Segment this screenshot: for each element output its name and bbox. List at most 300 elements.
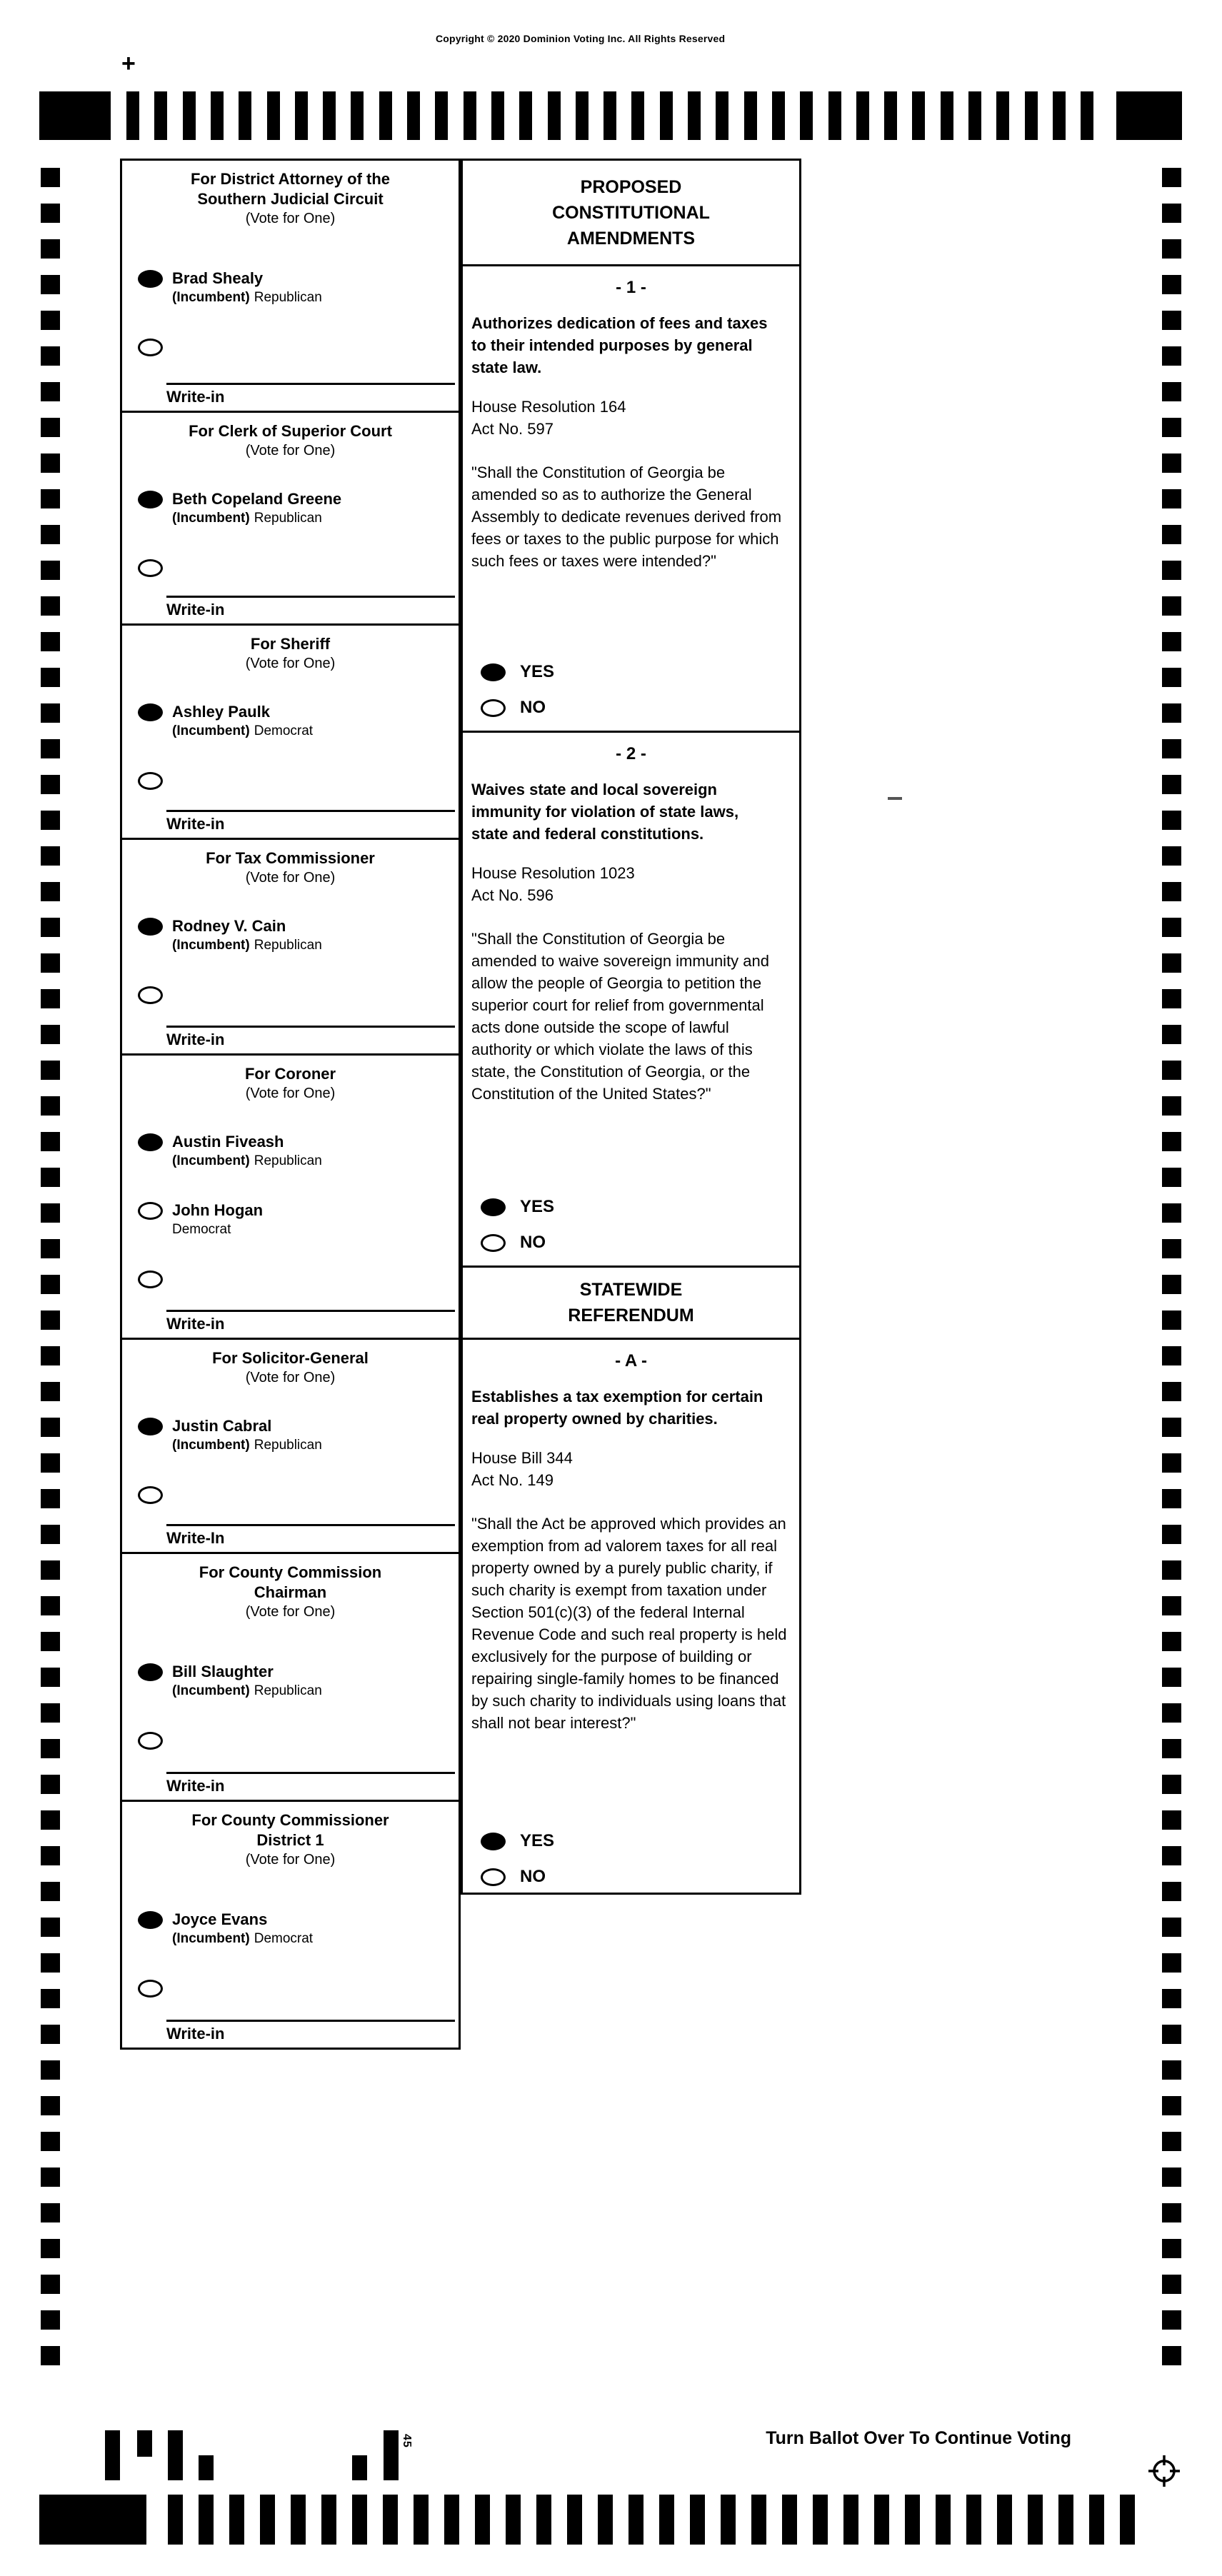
- contest-title-line: For Sheriff: [250, 635, 331, 653]
- timing-mark-bottom: [536, 2495, 551, 2545]
- timing-mark-left: [41, 739, 60, 758]
- contest-title: [122, 421, 459, 441]
- candidate-party: [172, 509, 341, 528]
- vote-for-instruction: (Vote for One): [245, 1370, 336, 1385]
- timing-mark-left: [41, 2346, 60, 2365]
- timing-mark-bottom: [1058, 2495, 1073, 2545]
- timing-mark-top: [660, 91, 673, 140]
- timing-mark-top: [1053, 91, 1066, 140]
- vote-for-instruction: (Vote for One): [245, 211, 336, 226]
- contest-title: [122, 1810, 459, 1850]
- option-yes: [481, 1197, 554, 1217]
- vote-for-instruction: (Vote for One): [245, 1852, 336, 1868]
- party-label: Democrat: [172, 1222, 231, 1237]
- timing-mark-right: [1162, 2346, 1181, 2365]
- incumbent-label: (Incumbent): [172, 1153, 250, 1168]
- timing-mark-left: [41, 846, 60, 866]
- measure-options: [481, 1831, 554, 1887]
- timing-mark-right: [1162, 1346, 1181, 1365]
- measures-header-line: CONSTITUTIONAL: [552, 202, 710, 223]
- timing-mark-left: [41, 561, 60, 580]
- candidate-info: [172, 1200, 263, 1239]
- timing-mark-bottom: [936, 2495, 951, 2545]
- timing-mark-bottom: [414, 2495, 429, 2545]
- candidate-option: [138, 491, 459, 528]
- vote-bubble[interactable]: [138, 1271, 163, 1288]
- candidate-name: Ashley Paulk: [172, 703, 270, 721]
- timing-mark-top: [407, 91, 420, 140]
- candidate-party: [172, 1436, 322, 1455]
- timing-mark-right: [1162, 1382, 1181, 1401]
- contest-title-line: District 1: [256, 1831, 324, 1849]
- write-in-label: Write-In: [166, 1529, 225, 1547]
- registration-plus-mark: +: [121, 50, 136, 77]
- timing-mark-right: [1162, 2310, 1181, 2330]
- timing-mark-top: [912, 91, 925, 140]
- timing-mark-top: [688, 91, 701, 140]
- vote-bubble[interactable]: [138, 339, 163, 356]
- timing-mark-left: [41, 2025, 60, 2044]
- candidate-party: [172, 936, 322, 955]
- timing-mark-right: [1162, 1882, 1181, 1901]
- timing-mark-right: [1162, 2275, 1181, 2294]
- timing-mark-left: [41, 1061, 60, 1080]
- blank-option: [138, 339, 459, 356]
- timing-mark-right: [1162, 953, 1181, 973]
- candidate-name: Joyce Evans: [172, 1910, 268, 1928]
- vote-bubble[interactable]: [138, 1486, 163, 1504]
- write-in-label: Write-in: [166, 601, 225, 618]
- timing-mark-top: [126, 91, 139, 140]
- contest-title: [122, 634, 459, 654]
- stub-number: 45: [401, 2434, 413, 2448]
- timing-mark-right: [1162, 311, 1181, 330]
- candidate-info: [172, 1131, 322, 1171]
- timing-mark-right: [1162, 489, 1181, 508]
- timing-mark-top: [604, 91, 616, 140]
- timing-mark-bottom: [997, 2495, 1012, 2545]
- candidate-option: [138, 1911, 459, 1948]
- party-label: Democrat: [254, 723, 314, 738]
- timing-mark-right: [1162, 1025, 1181, 1044]
- copyright-notice: Copyright © 2020 Dominion Voting Inc. All Rights Reserved: [436, 33, 726, 44]
- option-label: YES: [520, 1197, 555, 1216]
- timing-mark-bottom: [966, 2495, 981, 2545]
- contest-title: [122, 1348, 459, 1368]
- timing-mark-left: [41, 2060, 60, 2080]
- timing-mark-top: [828, 91, 841, 140]
- timing-mark-top: [800, 91, 813, 140]
- candidate-name: John Hogan: [172, 1201, 264, 1219]
- candidate-name: Beth Copeland Greene: [172, 490, 342, 508]
- timing-mark-bottom: [1028, 2495, 1043, 2545]
- vote-for-instruction: (Vote for One): [245, 656, 336, 671]
- vote-bubble[interactable]: [138, 1980, 163, 1998]
- option-no: [481, 1233, 554, 1253]
- timing-mark-right: [1162, 453, 1181, 473]
- timing-mark-right: [1162, 1810, 1181, 1830]
- timing-mark-right: [1162, 1061, 1181, 1080]
- timing-mark-top: [1081, 91, 1093, 140]
- write-in-area[interactable]: [166, 1026, 455, 1049]
- timing-mark-right: [1162, 1632, 1181, 1651]
- incumbent-label: (Incumbent): [172, 511, 250, 526]
- timing-mark-right: [1162, 1775, 1181, 1794]
- timing-mark-left: [41, 1703, 60, 1723]
- timing-mark-right: [1162, 596, 1181, 616]
- candidate-info: [172, 916, 322, 955]
- contest-box: [120, 1552, 461, 1802]
- vote-bubble[interactable]: [138, 1202, 163, 1220]
- write-in-area[interactable]: [166, 596, 455, 619]
- vote-bubble[interactable]: [138, 1133, 163, 1151]
- contest-title-line: For Clerk of Superior Court: [189, 422, 392, 440]
- measures-header: [461, 159, 801, 266]
- measure-box: [461, 264, 801, 733]
- timing-mark-bottom: [659, 2495, 674, 2545]
- timing-mark-left: [41, 1596, 60, 1615]
- timing-mark-left: [41, 918, 60, 937]
- barcode-mark: [384, 2430, 399, 2480]
- timing-mark-top: [941, 91, 953, 140]
- timing-mark-right: [1162, 811, 1181, 830]
- measure-reference: Act No. 149: [471, 1471, 554, 1489]
- timing-mark-left: [41, 1382, 60, 1401]
- timing-mark-bottom: [444, 2495, 459, 2545]
- write-in-area[interactable]: [166, 1524, 455, 1548]
- contest-title-line: Chairman: [254, 1583, 327, 1601]
- timing-mark-left: [41, 1346, 60, 1365]
- measures-header-line: REFERENDUM: [568, 1305, 694, 1325]
- blank-option: [138, 1486, 459, 1504]
- timing-mark-left: [41, 1025, 60, 1044]
- incumbent-label: (Incumbent): [172, 723, 250, 738]
- timing-mark-bottom: [321, 2495, 336, 2545]
- candidate-info: [172, 488, 341, 528]
- write-in-area[interactable]: [166, 1772, 455, 1795]
- option-label: NO: [520, 1233, 546, 1252]
- timing-mark-top: [772, 91, 785, 140]
- timing-mark-bottom: [291, 2495, 306, 2545]
- timing-mark-top: [295, 91, 308, 140]
- turn-ballot-text: Turn Ballot Over To Continue Voting: [766, 2428, 1071, 2448]
- timing-mark-left: [41, 1096, 60, 1116]
- vote-bubble[interactable]: [481, 1234, 506, 1252]
- timing-mark-left: [41, 1418, 60, 1437]
- write-in-label: Write-in: [166, 388, 225, 406]
- vote-bubble[interactable]: [138, 703, 163, 721]
- contest-title: [122, 1064, 459, 1084]
- timing-mark-left: [41, 632, 60, 651]
- barcode-mark: [199, 2455, 214, 2480]
- timing-mark-left: [41, 703, 60, 723]
- blank-option: [138, 986, 459, 1004]
- timing-mark-right: [1162, 1239, 1181, 1258]
- timing-mark-bottom: [874, 2495, 889, 2545]
- timing-mark-bottom: [1120, 2495, 1135, 2545]
- timing-mark-right: [1162, 846, 1181, 866]
- timing-mark-right: [1162, 239, 1181, 259]
- contest-title-line: For Tax Commissioner: [206, 849, 375, 867]
- timing-mark-right: [1162, 1310, 1181, 1330]
- party-label: Republican: [254, 290, 322, 305]
- candidate-info: [172, 268, 322, 307]
- candidate-info: [172, 1909, 313, 1948]
- contest-box: [120, 1800, 461, 2050]
- measure-summary: Authorizes dedication of fees and taxes to their intended purposes by general state law.: [471, 314, 768, 376]
- timing-mark-left: [41, 275, 60, 294]
- write-in-label: Write-in: [166, 1031, 225, 1048]
- timing-mark-right: [1162, 1846, 1181, 1865]
- timing-mark-bottom: [843, 2495, 858, 2545]
- candidate-info: [172, 701, 313, 741]
- timing-mark-left: [41, 668, 60, 687]
- timing-mark-left: [41, 453, 60, 473]
- timing-mark-top: [183, 91, 196, 140]
- candidate-option: [138, 1663, 459, 1700]
- vote-for-instruction: (Vote for One): [245, 1086, 336, 1101]
- timing-mark-left: [41, 1632, 60, 1651]
- vote-bubble[interactable]: [481, 1833, 506, 1850]
- timing-mark-left: [41, 204, 60, 223]
- vote-for-instruction: (Vote for One): [245, 870, 336, 886]
- vote-bubble[interactable]: [138, 1418, 163, 1435]
- timing-mark-top: [351, 91, 364, 140]
- timing-mark-top: [856, 91, 869, 140]
- timing-mark-bottom: [229, 2495, 244, 2545]
- blank-option: [138, 1732, 459, 1750]
- timing-mark-right: [1162, 918, 1181, 937]
- vote-bubble[interactable]: [138, 918, 163, 936]
- timing-mark-bottom: [1089, 2495, 1104, 2545]
- timing-mark-top: [267, 91, 280, 140]
- timing-mark-bottom: [506, 2495, 521, 2545]
- timing-mark-top: [996, 91, 1009, 140]
- contest-title-line: For Coroner: [244, 1065, 336, 1083]
- timing-mark-right: [1162, 1453, 1181, 1473]
- candidate-party: [172, 1152, 322, 1171]
- timing-mark-left: [41, 1775, 60, 1794]
- timing-mark-bottom: [352, 2495, 367, 2545]
- timing-mark-right: [1162, 2203, 1181, 2222]
- timing-mark-right: [1162, 1560, 1181, 1580]
- option-yes: [481, 1831, 554, 1851]
- vote-for-instruction: (Vote for One): [245, 443, 336, 458]
- timing-mark-left: [41, 1953, 60, 1973]
- timing-mark-bottom: [751, 2495, 766, 2545]
- contest-box: [120, 1053, 461, 1340]
- vote-bubble[interactable]: [138, 1732, 163, 1750]
- contest-title-line: For County Commission: [199, 1563, 382, 1581]
- timing-mark-right: [1162, 775, 1181, 794]
- timing-mark-right: [1162, 668, 1181, 687]
- candidate-option: [138, 1418, 459, 1455]
- contest-box: [120, 411, 461, 626]
- timing-mark-right: [1162, 1989, 1181, 2008]
- timing-mark-left: [41, 1275, 60, 1294]
- timing-mark-right: [1162, 1489, 1181, 1508]
- timing-mark-right: [1162, 989, 1181, 1008]
- measure-options: [481, 1197, 554, 1253]
- vote-bubble[interactable]: [138, 559, 163, 577]
- timing-mark-right: [1162, 2132, 1181, 2151]
- option-label: NO: [520, 698, 546, 717]
- vote-for-instruction: (Vote for One): [245, 1604, 336, 1620]
- measure-number: - A -: [615, 1351, 647, 1370]
- timing-mark-bottom: [782, 2495, 797, 2545]
- barcode-mark: [137, 2430, 152, 2457]
- timing-mark-right: [1162, 525, 1181, 544]
- vote-bubble[interactable]: [138, 986, 163, 1004]
- candidate-option: [138, 270, 459, 307]
- timing-mark-left: [41, 1846, 60, 1865]
- timing-mark-left: [41, 525, 60, 544]
- barcode-mark: [352, 2455, 367, 2480]
- timing-mark-left: [41, 1310, 60, 1330]
- contest-title-line: For County Commissioner: [191, 1811, 389, 1829]
- write-in-area[interactable]: [166, 810, 455, 833]
- candidate-name: Rodney V. Cain: [172, 917, 286, 935]
- vote-bubble[interactable]: [138, 491, 163, 508]
- vote-bubble[interactable]: [481, 663, 506, 681]
- blank-option: [138, 559, 459, 577]
- blank-option: [138, 772, 459, 790]
- write-in-area[interactable]: [166, 383, 455, 406]
- party-label: Republican: [254, 938, 322, 953]
- timing-mark-left: [41, 2167, 60, 2187]
- timing-mark-top: [716, 91, 728, 140]
- timing-mark-top: [1025, 91, 1038, 140]
- candidate-party: [172, 1682, 322, 1700]
- write-in-area[interactable]: [166, 1310, 455, 1333]
- write-in-area[interactable]: [166, 2020, 455, 2043]
- timing-mark-right: [1162, 739, 1181, 758]
- timing-mark-left: [41, 1239, 60, 1258]
- vote-bubble[interactable]: [138, 270, 163, 288]
- timing-mark-left: [41, 953, 60, 973]
- timing-mark-right: [1162, 346, 1181, 366]
- timing-mark-right: [1162, 632, 1181, 651]
- timing-mark-left: [41, 2203, 60, 2222]
- timing-mark-right: [1162, 1168, 1181, 1187]
- measure-reference: House Resolution 164: [471, 398, 626, 416]
- candidate-party: [172, 1221, 263, 1239]
- contest-title-line: For Solicitor-General: [212, 1349, 369, 1367]
- incumbent-label: (Incumbent): [172, 1931, 250, 1946]
- vote-bubble[interactable]: [138, 1663, 163, 1681]
- blank-option: [138, 1980, 459, 1998]
- party-label: Republican: [254, 1438, 322, 1453]
- timing-mark-left: [41, 346, 60, 366]
- incumbent-label: (Incumbent): [172, 290, 250, 305]
- timing-mark-top: [323, 91, 336, 140]
- candidate-party: [172, 722, 313, 741]
- timing-mark-left: [41, 239, 60, 259]
- vote-bubble[interactable]: [138, 772, 163, 790]
- measure-reference: Act No. 597: [471, 420, 554, 438]
- timing-mark-top: [211, 91, 224, 140]
- timing-mark-top: [548, 91, 561, 140]
- party-label: Republican: [254, 511, 322, 526]
- timing-mark-bottom: [721, 2495, 736, 2545]
- timing-mark-left: [41, 1168, 60, 1187]
- timing-mark-left: [41, 2310, 60, 2330]
- timing-mark-left: [41, 1810, 60, 1830]
- candidate-name: Justin Cabral: [172, 1417, 272, 1435]
- timing-mark-left: [41, 775, 60, 794]
- timing-mark-bottom: [567, 2495, 582, 2545]
- timing-mark-bottom: [168, 2495, 183, 2545]
- timing-mark-top: [631, 91, 644, 140]
- timing-mark-top: [968, 91, 981, 140]
- contest-box: [120, 1338, 461, 1554]
- candidate-name: Austin Fiveash: [172, 1133, 284, 1151]
- timing-mark-top: [576, 91, 589, 140]
- timing-mark-top: [154, 91, 167, 140]
- party-label: Republican: [254, 1153, 322, 1168]
- measures-header: [461, 1266, 801, 1340]
- timing-mark-left: [41, 418, 60, 437]
- timing-mark-left: [41, 382, 60, 401]
- timing-mark-block-top-right: [1116, 91, 1182, 140]
- contest-title: [122, 1563, 459, 1603]
- vote-bubble[interactable]: [481, 699, 506, 717]
- timing-mark-bottom: [813, 2495, 828, 2545]
- candidate-name: Bill Slaughter: [172, 1663, 274, 1680]
- timing-mark-top: [519, 91, 532, 140]
- registration-target-icon: [1146, 2452, 1183, 2493]
- measure-question: "Shall the Act be approved which provides an exemption from ad valorem taxes for all real property owned by a purely public charity, if such charity is exempt from taxation under Section 501(c)(3) of the federal Internal Revenue Code and such real property is held exclusively for the purpose of building or repairing single-family homes to be financed by such charity to individuals using loans that shall not bear interest?": [471, 1515, 787, 1732]
- timing-mark-left: [41, 2132, 60, 2151]
- timing-mark-left: [41, 1882, 60, 1901]
- timing-mark-right: [1162, 2167, 1181, 2187]
- timing-mark-left: [41, 1989, 60, 2008]
- timing-mark-left: [41, 2096, 60, 2115]
- timing-mark-bottom: [199, 2495, 214, 2545]
- timing-mark-left: [41, 1132, 60, 1151]
- timing-mark-left: [41, 882, 60, 901]
- vote-bubble[interactable]: [138, 1911, 163, 1929]
- timing-mark-left: [41, 1453, 60, 1473]
- timing-mark-right: [1162, 204, 1181, 223]
- contest-box: [120, 623, 461, 840]
- measure-summary: Waives state and local sovereign immunity for violation of state laws, state and federal constitutions.: [471, 781, 739, 843]
- timing-mark-right: [1162, 275, 1181, 294]
- timing-mark-block-top-left: [39, 91, 111, 140]
- timing-mark-left: [41, 2239, 60, 2258]
- timing-mark-bottom: [475, 2495, 490, 2545]
- timing-mark-right: [1162, 418, 1181, 437]
- timing-mark-left: [41, 1560, 60, 1580]
- vote-bubble[interactable]: [481, 1198, 506, 1216]
- measure-reference: Act No. 596: [471, 886, 554, 904]
- stray-mark: [888, 797, 902, 800]
- timing-mark-top: [239, 91, 251, 140]
- measures-header-line: STATEWIDE: [579, 1280, 683, 1300]
- candidate-name: Brad Shealy: [172, 269, 264, 287]
- timing-mark-right: [1162, 1203, 1181, 1223]
- candidate-option: [138, 918, 459, 955]
- write-in-label: Write-in: [166, 1315, 225, 1333]
- timing-mark-top: [464, 91, 476, 140]
- contest-title: [122, 169, 459, 209]
- timing-mark-right: [1162, 561, 1181, 580]
- measure-number: - 1 -: [616, 278, 646, 297]
- write-in-label: Write-in: [166, 815, 225, 833]
- timing-mark-right: [1162, 1918, 1181, 1937]
- vote-bubble[interactable]: [481, 1868, 506, 1886]
- measure-box: [461, 731, 801, 1268]
